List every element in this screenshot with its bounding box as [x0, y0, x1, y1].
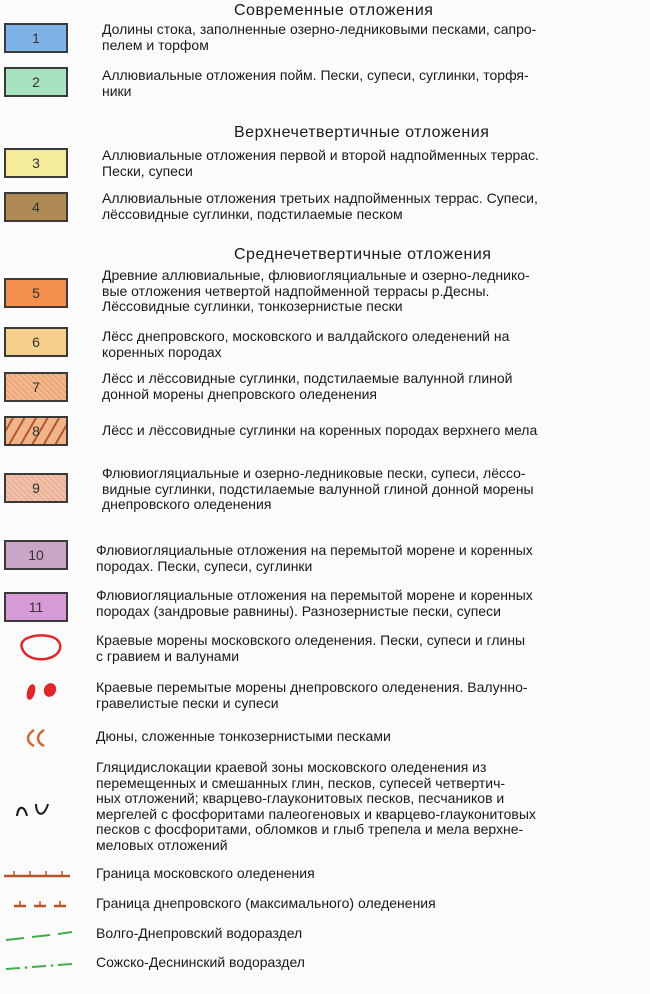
swatch-number: 9: [32, 480, 40, 496]
text-line: ных отложений; кварцево-глауконитовых песков, песчаников и: [96, 790, 505, 806]
text-line: коренных породах: [102, 343, 222, 360]
moscow-boundary-line-icon: [4, 868, 70, 880]
legend-text-10: [96, 543, 533, 574]
swatch-number: 10: [28, 547, 44, 563]
text-line: Лёсс и лёссовидные суглинки, подстилаемые валунной глиной: [102, 370, 513, 386]
legend-text-4: [102, 191, 538, 222]
swatch-number: 1: [32, 30, 40, 46]
section-heading-middle-quaternary: Среднечетвертичные отложения: [234, 246, 492, 263]
section-heading-modern: Современные отложения: [234, 2, 434, 19]
swatch-number: 2: [32, 74, 40, 90]
text-line: гравелистые пески и супеси: [96, 694, 279, 711]
swatch-number: 6: [32, 334, 40, 350]
sozh-desna-divide-line-icon: [6, 958, 72, 972]
text-line: Аллювиальные отложения третьих надпойменных террас. Супеси,: [102, 190, 538, 206]
washed-moraine-icon: [20, 678, 64, 704]
text-line: Краевые морены московского оледенения. Пески, супеси и глины: [96, 632, 526, 648]
glaciodislocation-icon: [14, 798, 54, 820]
text-line: Лёсс днепровского, московского и валдайского оледенений на: [102, 328, 510, 344]
legend-text-8: [102, 423, 537, 439]
text-line: Древние аллювиальные, флювиогляциальные и озерно-леднико-: [102, 267, 530, 283]
symbol-text-volga-dnieper-divide: [96, 926, 302, 942]
legend-swatch-7: [4, 372, 68, 402]
legend-swatch-10: [4, 540, 68, 570]
legend-text-1: [102, 22, 536, 53]
text-line: Аллювиальные отложения первой и второй надпойменных террас.: [102, 147, 539, 163]
legend-text-3: [102, 148, 539, 179]
legend-swatch-3: [4, 148, 68, 178]
symbol-text-moscow-boundary: [96, 866, 315, 882]
text-line: Долины стока, заполненные озерно-ледниковыми песками, сапро-: [102, 21, 537, 37]
symbol-text-glaciodislocations: [96, 760, 536, 853]
legend-swatch-4: [4, 192, 68, 222]
text-line: донной морены днепровского оледенения: [102, 385, 377, 402]
text-line: песков с фосфоритами, обломков и глыб трепела и мела верхне-: [96, 821, 524, 837]
text-line: породах. Пески, супеси, суглинки: [96, 557, 313, 574]
legend-text-7: [102, 371, 513, 402]
swatch-number: 4: [32, 199, 40, 215]
text-line: меловых отложений: [96, 836, 228, 853]
text-line: Флювиогляциальные отложения на перемытой морене и коренных: [96, 587, 533, 603]
text-line: Граница днепровского (максимального) оледенения: [96, 895, 436, 911]
legend-text-6: [102, 329, 509, 360]
text-line: перемещенных и смешанных глин, песков, супесей четвертич-: [96, 774, 506, 791]
legend-swatch-11: [4, 592, 68, 622]
legend-swatch-8: [4, 416, 68, 446]
symbol-text-dunes: [96, 729, 391, 745]
legend-text-2: [102, 68, 529, 99]
symbol-text-dnieper-moraine: [96, 680, 528, 711]
text-line: лёссовидные суглинки, подстилаемые песком: [102, 205, 403, 222]
text-line: Сожско-Деснинский водораздел: [96, 954, 305, 970]
text-line: мергелей с фосфоритами палеогеновых и кварцево-глауконитовых: [96, 805, 536, 822]
text-line: вые отложения четвертой надпойменной террасы р.Десны.: [102, 282, 490, 299]
legend-text-5: [102, 268, 530, 315]
moraine-outline-icon: [16, 632, 66, 662]
text-line: ники: [102, 82, 132, 99]
text-line: породах (зандровые равнины). Разнозернистые пески, супеси: [96, 602, 501, 619]
swatch-number: 7: [32, 379, 40, 395]
text-line: Пески, супеси: [102, 162, 193, 179]
dune-icon: [24, 727, 54, 749]
legend-swatch-1: [4, 23, 68, 53]
text-line: видные суглинки, подстилаемые валунной глиной донной морены: [102, 480, 534, 497]
text-line: Граница московского оледенения: [96, 865, 315, 881]
legend-swatch-5: [4, 278, 68, 308]
volga-dnieper-divide-line-icon: [6, 928, 72, 942]
legend-text-11: [96, 588, 533, 619]
text-line: с гравием и валунами: [96, 647, 240, 664]
text-line: Лёссовидные суглинки, тонкозернистые пески: [102, 298, 403, 314]
symbol-text-sozh-desna-divide: [96, 955, 305, 971]
text-line: Флювиогляциальные и озерно-ледниковые пески, супеси, лёссо-: [102, 465, 526, 481]
section-heading-upper-quaternary: Верхнечетвертичные отложения: [234, 124, 490, 141]
text-line: Гляцидислокации краевой зоны московского оледенения из: [96, 759, 487, 775]
symbol-text-moscow-moraine: [96, 633, 525, 664]
text-line: Флювиогляциальные отложения на перемытой морене и коренных: [96, 542, 533, 558]
text-line: днепровского оледенения: [102, 496, 272, 512]
dnieper-boundary-line-icon: [14, 898, 70, 910]
swatch-number: 11: [28, 599, 44, 615]
legend-swatch-9: [4, 473, 68, 503]
swatch-number: 8: [32, 423, 40, 439]
legend-text-9: [102, 466, 534, 513]
symbol-text-dnieper-boundary: [96, 896, 436, 912]
swatch-number: 3: [32, 155, 40, 171]
text-line: Дюны, сложенные тонкозернистыми песками: [96, 728, 391, 744]
swatch-number: 5: [32, 285, 40, 301]
text-line: пелем и торфом: [102, 36, 209, 53]
text-line: Лёсс и лёссовидные суглинки на коренных породах верхнего мела: [102, 422, 538, 438]
legend-swatch-6: [4, 327, 68, 357]
text-line: Волго-Днепровский водораздел: [96, 925, 303, 941]
text-line: Аллювиальные отложения пойм. Пески, супеси, суглинки, торфя-: [102, 67, 529, 83]
text-line: Краевые перемытые морены днепровского оледенения. Валунно-: [96, 679, 528, 695]
legend-swatch-2: [4, 67, 68, 97]
